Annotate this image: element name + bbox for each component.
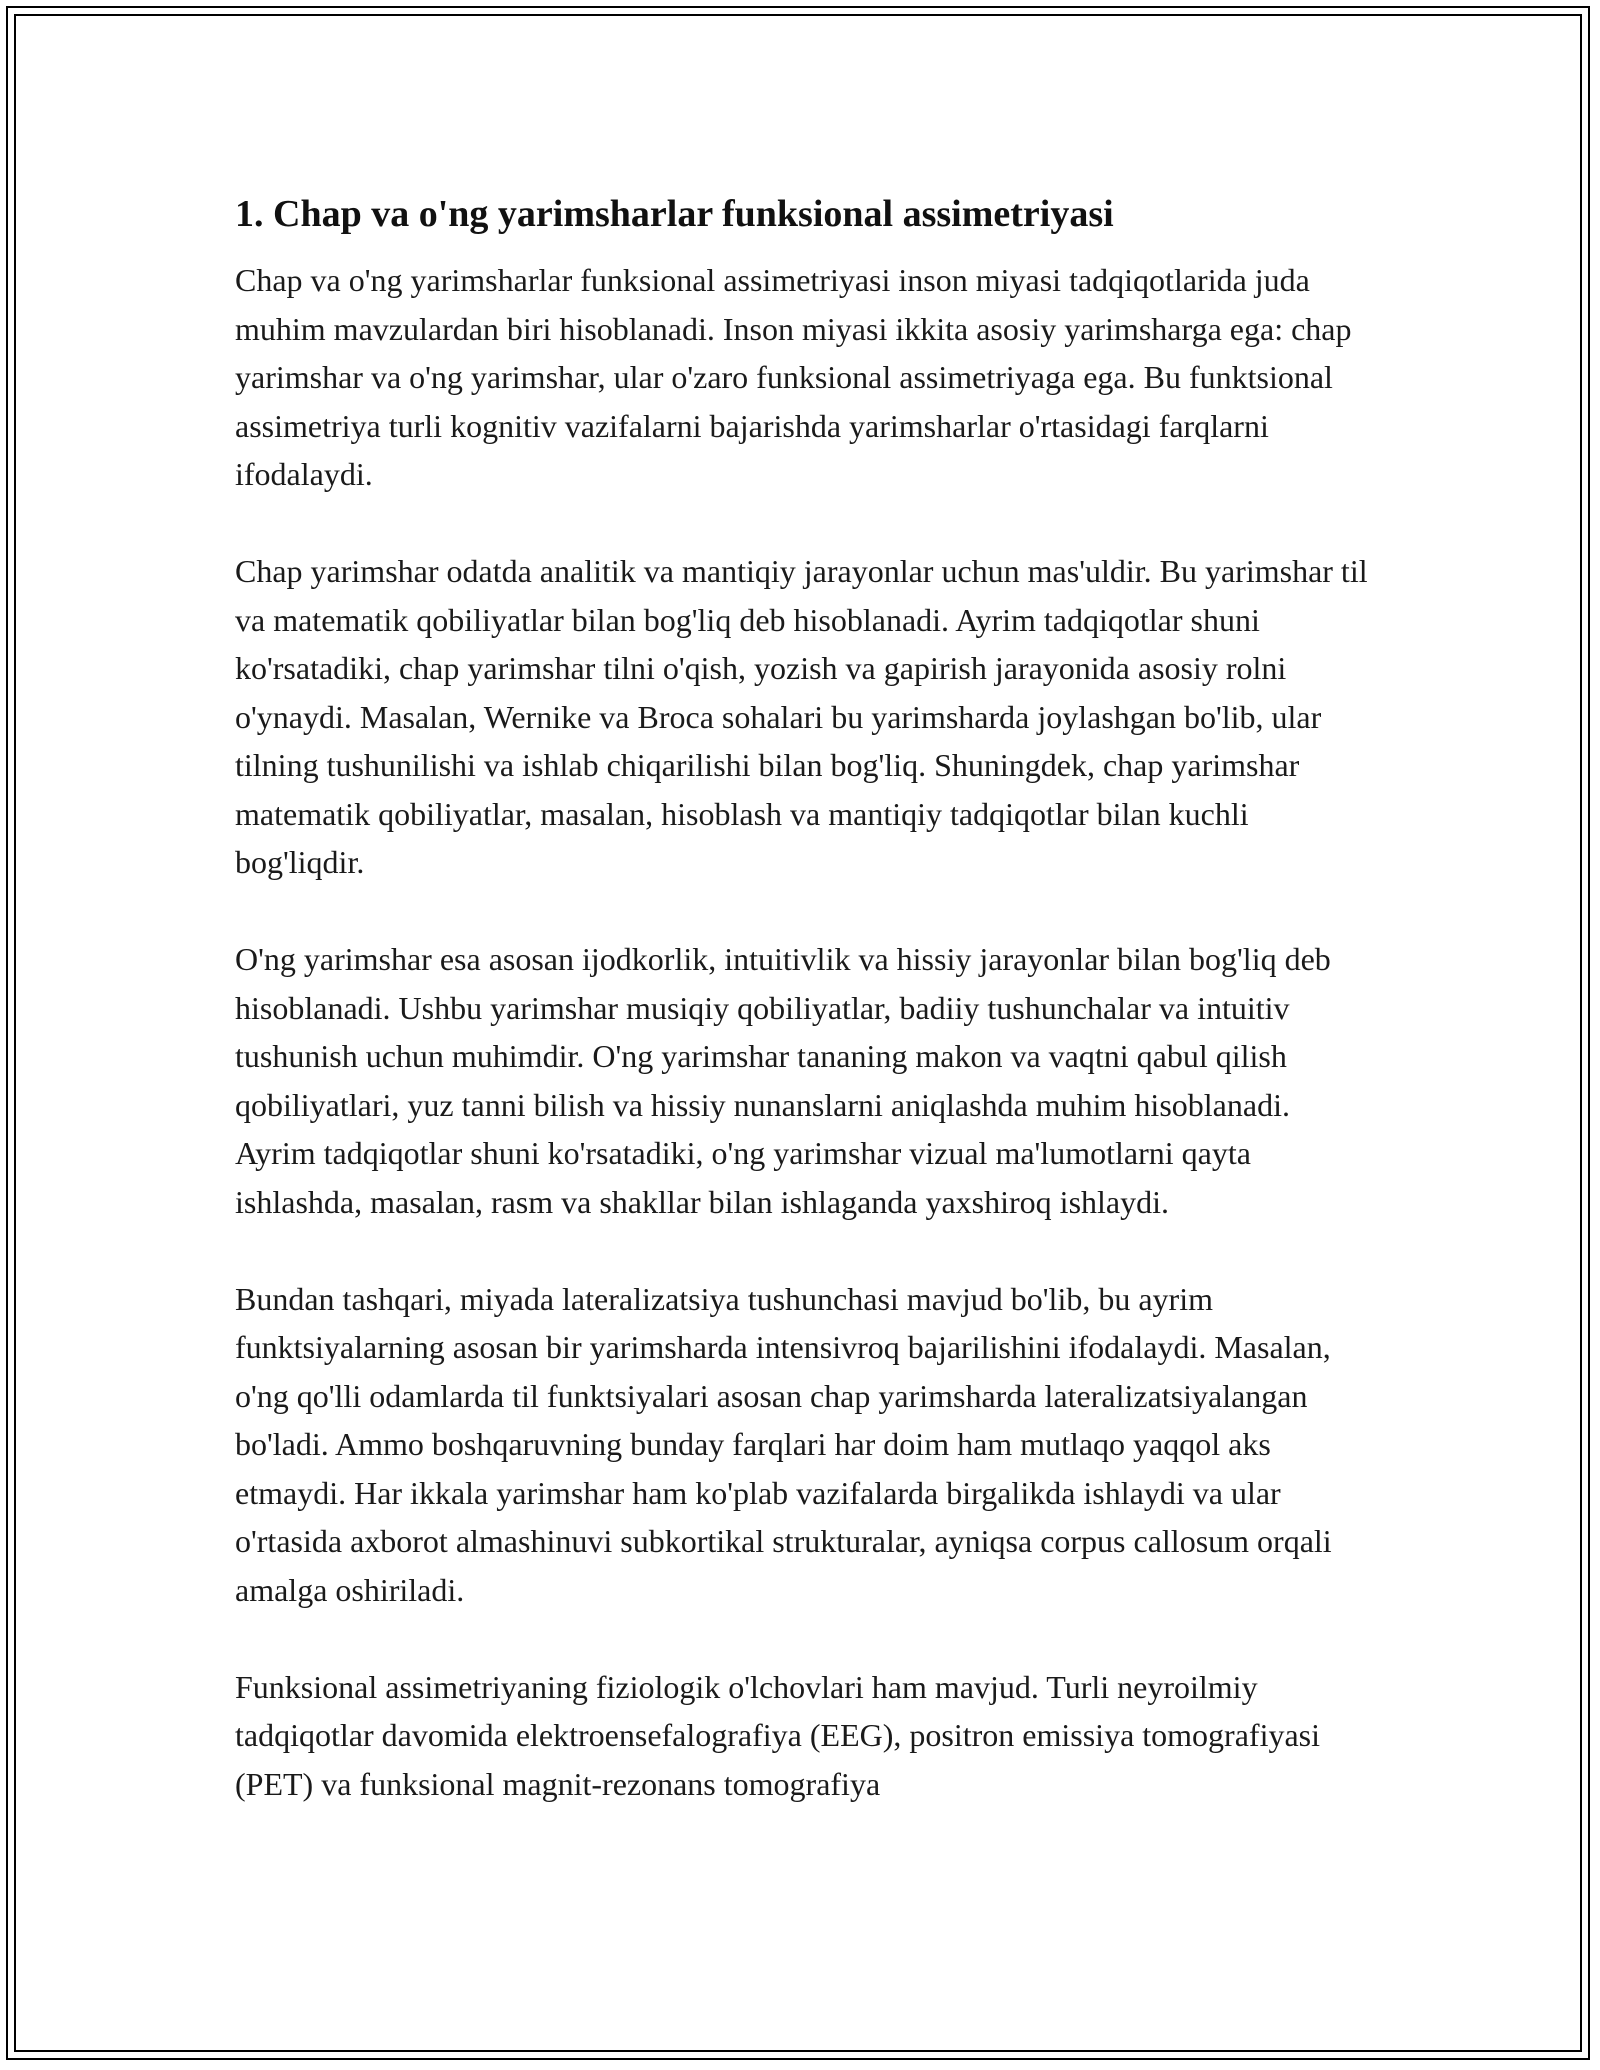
document-body — [235, 188, 1375, 1808]
paragraph-5: Funksional assimetriyaning fiziologik o'lchovlari ham mavjud. Turli neyroilmiy tadqiqotlar davomida elektroensefalografiya (EEG), positron emissiya tomografiyasi (PET) va funksional magnit-rezonans tomografiya — [235, 1668, 1320, 1802]
paragraph-3: O'ng yarimshar esa asosan ijodkorlik, intuitivlik va hissiy jarayonlar bilan bog'liq deb hisoblanadi. Ushbu yarimshar musiqiy qobiliyatlar, badiiy tushunchalar va intuitiv tushunish uchun muhimdir. O'ng yarimshar tananing makon va vaqtni qabul qilish qobiliyatlari, yuz tanni bilish va hissiy nunanslarni aniqlashda muhim hisoblanadi. Ayrim tadqiqotlar shuni ko'rsatadiki, o'ng yarimshar vizual ma'lumotlarni qayta ishlashda, masalan, rasm va shakllar bilan ishlaganda yaxshiroq ishlaydi. — [235, 941, 1331, 1220]
paragraph-2: Chap yarimshar odatda analitik va mantiqiy jarayonlar uchun mas'uldir. Bu yarimshar til va matematik qobiliyatlar bilan bog'liq deb hisoblanadi. Ayrim tadqiqotlar shuni ko'rsatadiki, chap yarimshar tilni o'qish, yozish va gapirish jarayonida asosiy rolni o'ynaydi. Masalan, Wernike va Broca sohalari bu yarimsharda joylashgan bo'lib, ular tilning tushunilishi va ishlab chiqarilishi bilan bog'liq. Shuningdek, chap yarimshar matematik qobiliyatlar, masalan, hisoblash va mantiqiy tadqiqotlar bilan kuchli bog'liqdir. — [235, 553, 1368, 880]
paragraph-1: Chap va o'ng yarimsharlar funksional assimetriyasi inson miyasi tadqiqotlarida juda muhim mavzulardan biri hisoblanadi. Inson miyasi ikkita asosiy yarimsharga ega: chap yarimshar va o'ng yarimshar, ular o'zaro funksional assimetriyaga ega. Bu funktsional assimetriya turli kognitiv vazifalarni bajarishda yarimsharlar o'rtasidagi farqlarni ifodalaydi. — [235, 262, 1352, 492]
paragraph-4: Bundan tashqari, miyada lateralizatsiya tushunchasi mavjud bo'lib, bu ayrim funktsiyalarning asosan bir yarimsharda intensivroq bajarilishini ifodalaydi. Masalan, o'ng qo'lli odamlarda til funktsiyalari asosan chap yarimsharda lateralizatsiyalangan bo'ladi. Ammo boshqaruvning bunday farqlari har doim ham mutlaqo yaqqol aks etmaydi. Har ikkala yarimshar ham ko'plab vazifalarda birgalikda ishlaydi va ular o'rtasida axborot almashinuvi subkortikal strukturalar, ayniqsa corpus callosum orqali amalga oshiriladi. — [235, 1280, 1332, 1608]
document-title: 1. Chap va o'ng yarimsharlar funksional assimetriyasi — [235, 193, 1114, 235]
